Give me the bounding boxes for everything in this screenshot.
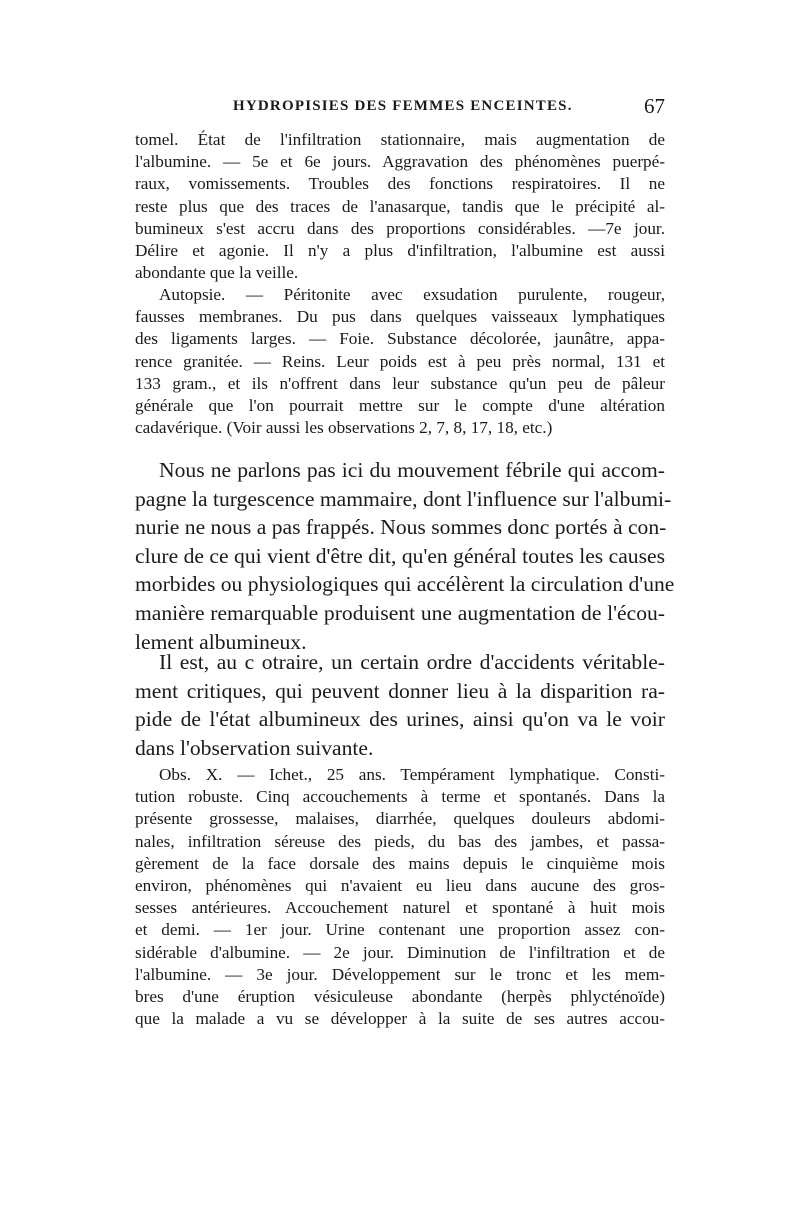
text-line: 133 gram., et ils n'offrent dans leur substance qu'un peu de pâleur (135, 373, 665, 393)
text-line: Autopsie. — Péritonite avec exsudation purulente, rougeur, (159, 285, 665, 304)
text-line: ment critiques, qui peuvent donner lieu à la disparition ra- (135, 678, 665, 703)
text-line: Il est, au c otraire, un certain ordre d'accidents véritable- (159, 650, 665, 674)
text-line: morbides ou physiologiques qui accélèrent la circulation d'une (135, 572, 675, 597)
observation-continuation (135, 129, 665, 284)
autopsy-paragraph (135, 284, 665, 439)
text-line: cadavérique. (Voir aussi les observations 2, 7, 8, 17, 18, etc.) (135, 418, 553, 438)
body-paragraph-1 (135, 456, 675, 656)
text-line: sidérable d'albumine. — 2e jour. Diminution de l'infiltration et de (135, 942, 665, 962)
text-line: dans l'observation suivante. (135, 735, 374, 760)
text-line: tomel. État de l'infiltration stationnaire, mais augmentation de (135, 130, 665, 149)
text-line: Nous ne parlons pas ici du mouvement fébrile qui accom- (159, 458, 665, 482)
text-line: lement albumineux. (135, 629, 307, 654)
text-line: pagne la turgescence mammaire, dont l'influence sur l'albumi- (135, 486, 672, 511)
text-line: bumineux s'est accru dans des proportions considérables. —7e jour. (135, 218, 665, 238)
text-line: Obs. X. — Ichet., 25 ans. Tempérament lymphatique. Consti- (159, 765, 665, 784)
text-line: nurie ne nous a pas frappés. Nous sommes donc portés à con- (135, 515, 667, 540)
text-line: rence granitée. — Reins. Leur poids est à peu près normal, 131 et (135, 351, 665, 371)
running-title: HYDROPISIES DES FEMMES ENCEINTES. (233, 98, 573, 114)
text-line: clure de ce qui vient d'être dit, qu'en général toutes les causes (135, 543, 665, 568)
text-line: gèrement de la face dorsale des mains depuis le cinquième mois (135, 853, 665, 873)
text-line: environ, phénomènes qui n'avaient eu lieu dans aucune des gros- (135, 876, 665, 896)
text-line: reste plus que des traces de l'anasarque, tandis que le précipité al- (135, 196, 665, 216)
text-line: tution robuste. Cinq accouchements à terme et spontanés. Dans la (135, 787, 665, 807)
text-line: que la malade a vu se développer à la suite de ses autres accou- (135, 1009, 665, 1029)
text-line: Délire et agonie. Il n'y a plus d'infiltration, l'albumine est aussi (135, 241, 665, 261)
text-line: présente grossesse, malaises, diarrhée, quelques douleurs abdomi- (135, 809, 665, 829)
text-line: abondante que la veille. (135, 263, 299, 283)
observation-x (135, 764, 665, 1030)
text-line: pide de l'état albumineux des urines, ainsi qu'on va le voir (135, 707, 665, 732)
text-line: générale que l'on pourrait mettre sur le compte d'une altération (135, 396, 665, 416)
text-line: l'albumine. — 3e jour. Développement sur le tronc et les mem- (135, 964, 665, 984)
page-number: 67 (644, 94, 665, 118)
text-line: manière remarquable produisent une augmentation de l'écou- (135, 600, 665, 625)
text-line: des ligaments larges. — Foie. Substance décolorée, jaunâtre, appa- (135, 329, 665, 349)
running-head (135, 94, 665, 122)
text-line: sesses antérieures. Accouchement naturel et spontané à huit mois (135, 898, 665, 918)
text-line: fausses membranes. Du pus dans quelques vaisseaux lymphatiques (135, 307, 665, 327)
body-paragraph-2 (135, 648, 665, 762)
text-line: et demi. — 1er jour. Urine contenant une proportion assez con- (135, 920, 665, 940)
text-line: bres d'une éruption vésiculeuse abondante (herpès phlycténoïde) (135, 987, 665, 1007)
text-line: raux, vomissements. Troubles des fonctions respiratoires. Il ne (135, 174, 665, 194)
text-line: l'albumine. — 5e et 6e jours. Aggravation des phénomènes puerpé- (135, 152, 665, 172)
text-line: nales, infiltration séreuse des pieds, du bas des jambes, et passa- (135, 831, 665, 851)
